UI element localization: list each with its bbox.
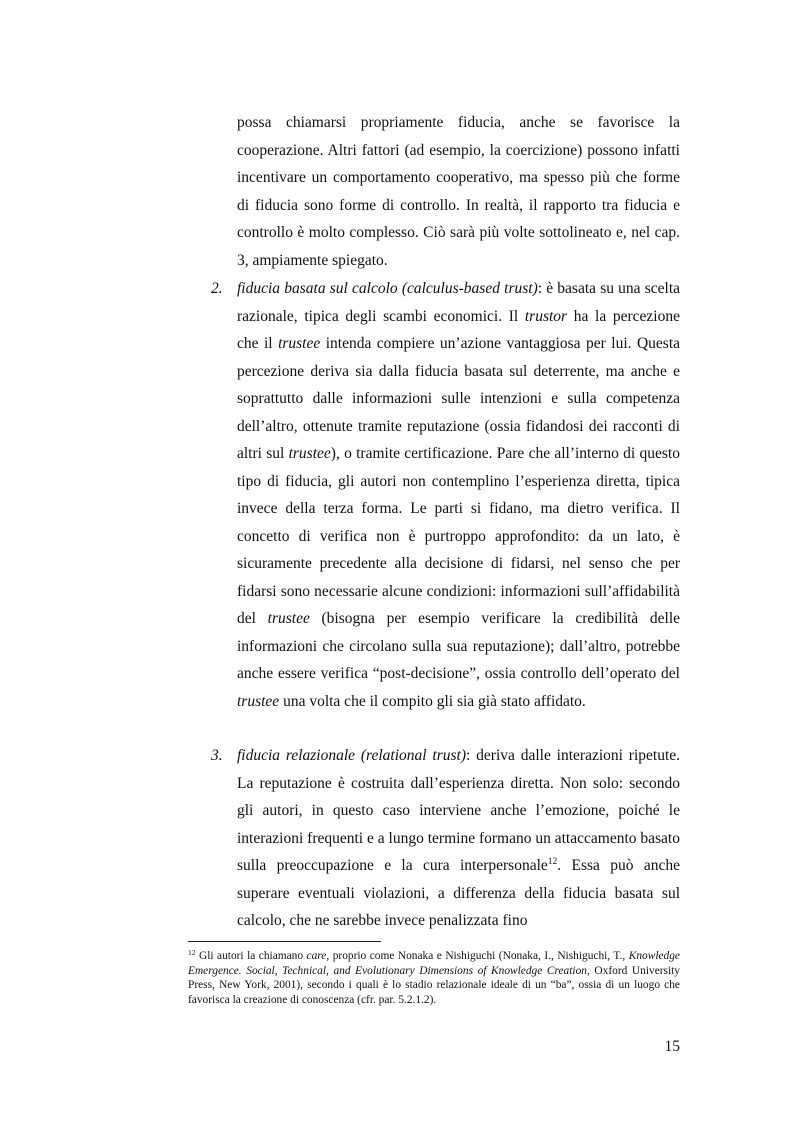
item2-text-5: (bisogna per esempio verificare la credibilità delle informazioni che circolano sulla sua reputazione); dall’altro, potrebbe anche essere verifica “post-decisione”, ossia controllo dell’operato del bbox=[237, 610, 680, 682]
list-number-2: 2. bbox=[211, 280, 223, 297]
list-text-3 bbox=[237, 742, 680, 935]
footnote-text-1: Gli autori la chiamano bbox=[195, 950, 307, 962]
item2-text-4: ), o tramite certificazione. Pare che all’interno di questo tipo di fiducia, gli autori non contemplino l’esperienza diretta, tipica invece della terza forma. Le parti si fidano, ma dietro verifica. Il concetto di verifica non è purtroppo approfondito: da un lato, è sicuramente precedente alla decisione di fidarsi, nel senso che per fidarsi sono necessarie alcune condizioni: informazioni sull’affidabilità del bbox=[237, 445, 680, 627]
item2-trustor: trustor bbox=[524, 307, 568, 325]
item3-text-1: : deriva dalle interazioni ripetute. La reputazione è costruita dall’esperienza diretta. Non solo: secondo gli autori, in questo caso interviene anche l’emozione, poiché le interazioni frequenti e a lungo termine formano un attaccamento basato sulla preoccupazione e la cura interpersonale bbox=[237, 747, 680, 874]
item2-text-3: intenda compiere un’azione vantaggiosa per lui. Questa percezione deriva sia dalla fiducia basata sul deterrente, ma anche e soprattutto dalle informazioni sulle intenzioni e sulla competenza dell’altro, ottenute tramite reputazione (ossia fidandosi dei racconti di altri sul bbox=[237, 335, 681, 462]
continuation-paragraph bbox=[237, 109, 680, 274]
footnote-12 bbox=[188, 946, 680, 1007]
item2-text-1: : è basata su una scelta razionale, tipica degli scambi economici. Il bbox=[237, 280, 680, 325]
list-item-2 bbox=[211, 275, 681, 715]
item2-text-2: ha la percezione che il bbox=[237, 307, 680, 352]
item2-text-6: una volta che il compito gli sia già stato affidato. bbox=[279, 692, 586, 710]
footnote-text-2: , proprio come Nonaka e Nishiguchi (Nonaka, I., Nishiguchi, T., bbox=[326, 950, 629, 962]
item2-trustee-2: trustee bbox=[288, 445, 331, 462]
list-text-2 bbox=[237, 275, 680, 715]
footnote-divider bbox=[188, 941, 381, 942]
page-number: 15 bbox=[664, 1038, 680, 1055]
footnote-number: 12 bbox=[188, 948, 196, 957]
list-number-3: 3. bbox=[211, 747, 223, 764]
item2-title: fiducia basata sul calcolo (calculus-based trust) bbox=[237, 280, 538, 297]
footnote-text-3: , Oxford University Press, New York, 2001), secondo i quali è lo stadio relazionale ideale di un “ba”, ossia di un luogo che favorisca la creazione di conoscenza (cfr. par. 5.2.1.2). bbox=[188, 964, 681, 1006]
footnote-reference[interactable]: 12 bbox=[547, 857, 558, 867]
item3-title: fiducia relazionale (relational trust) bbox=[237, 747, 467, 764]
footnote-care: care bbox=[306, 950, 327, 962]
item2-trustee-4: trustee bbox=[237, 692, 280, 710]
list-item-3 bbox=[211, 742, 680, 935]
item2-trustee-1: trustee bbox=[278, 335, 321, 352]
item3-text-2: . Essa può anche superare eventuali violazioni, a differenza della fiducia basata sul calcolo, che ne sarebbe invece penalizzata fino bbox=[237, 857, 680, 929]
continuation-text: possa chiamarsi propriamente fiducia, anche se favorisce la cooperazione. Altri fattori (ad esempio, la coercizione) possono infatti incentivare un comportamento cooperativo, ma spesso più che forme di fiducia sono forme di controllo. In realtà, il rapporto tra fiducia e controllo è molto complesso. Ciò sarà più volte sottolineato e, nel cap. 3, ampiamente spiegato. bbox=[237, 114, 680, 269]
item2-trustee-3: trustee bbox=[267, 610, 310, 627]
footnote-book-title: Knowledge Emergence. Social, Technical, and Evolutionary Dimensions of Knowledge Creation bbox=[188, 950, 680, 977]
